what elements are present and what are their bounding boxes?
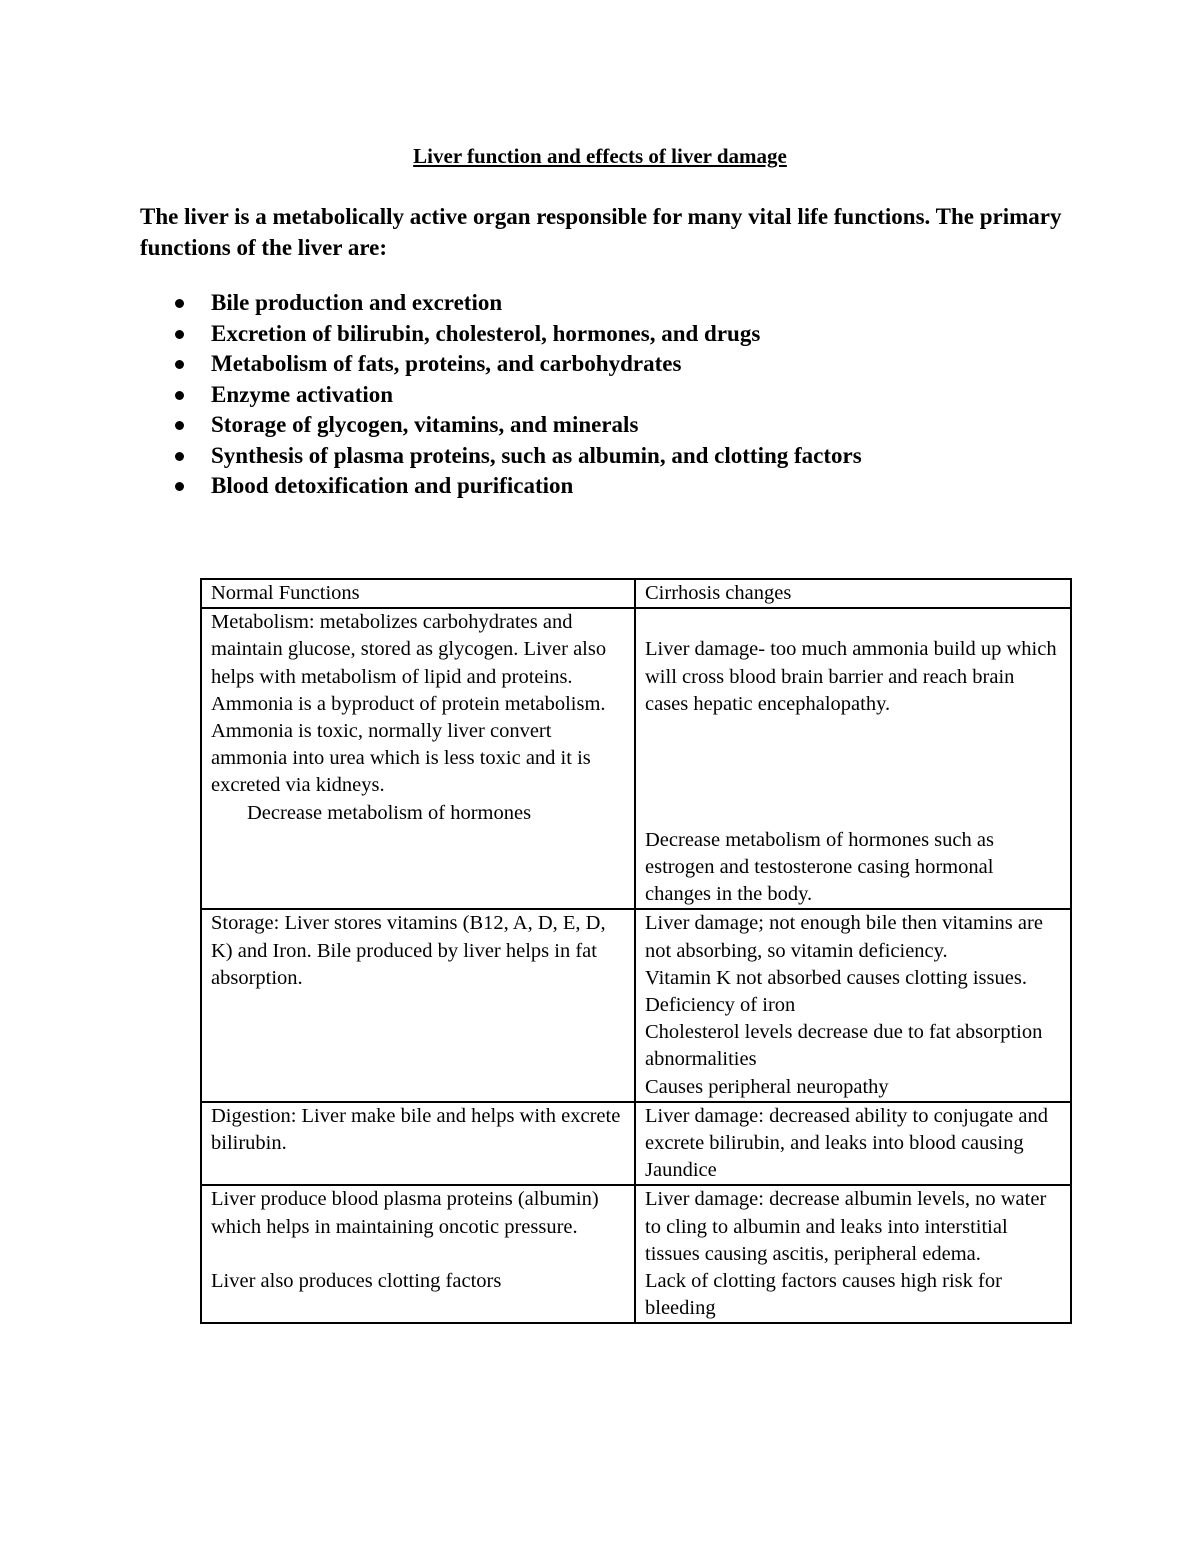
cell-text: Cholesterol levels decrease due to fat absorption abnormalities bbox=[645, 1021, 1043, 1071]
list-item: Metabolism of fats, proteins, and carbohydrates bbox=[140, 349, 862, 380]
cell-text: Lack of clotting factors causes high risk for bleeding bbox=[645, 1270, 1002, 1320]
table-cell bbox=[635, 1102, 1071, 1186]
cell-text: Ammonia is a byproduct of protein metabolism. Ammonia is toxic, normally liver convert ammonia into urea which is less toxic and it is excreted via kidneys. bbox=[211, 692, 606, 797]
table-cell bbox=[635, 608, 1071, 909]
cell-text: Liver also produces clotting factors bbox=[211, 1269, 502, 1292]
table-cell bbox=[201, 608, 635, 909]
cell-text: Liver damage; not enough bile then vitamins are not absorbing, so vitamin deficiency. bbox=[645, 912, 1043, 962]
table-cell bbox=[201, 1102, 635, 1186]
list-item: Excretion of bilirubin, cholesterol, hormones, and drugs bbox=[140, 319, 862, 350]
table-row bbox=[201, 909, 1071, 1101]
comparison-table bbox=[200, 578, 1072, 1324]
table-cell bbox=[201, 909, 635, 1101]
cell-text: Liver damage: decrease albumin levels, no water to cling to albumin and leaks into interstitial tissues causing ascitis, peripheral edema. bbox=[645, 1188, 1047, 1265]
cell-text: Storage: Liver stores vitamins (B12, A, D, E, D, K) and Iron. Bile produced by liver helps in fat absorption. bbox=[211, 912, 606, 989]
list-item: Bile production and excretion bbox=[140, 288, 862, 319]
header-normal-functions: Normal Functions bbox=[201, 579, 635, 608]
list-item: Synthesis of plasma proteins, such as albumin, and clotting factors bbox=[140, 441, 862, 472]
list-item: Blood detoxification and purification bbox=[140, 471, 862, 502]
bullet-icon bbox=[175, 482, 184, 491]
table-row bbox=[201, 608, 1071, 909]
cell-text: Digestion: Liver make bile and helps with excrete bilirubin. bbox=[211, 1104, 621, 1154]
cell-text: Liver produce blood plasma proteins (albumin) which helps in maintaining oncotic pressure. bbox=[211, 1188, 599, 1238]
cell-text: Decrease metabolism of hormones such as estrogen and testosterone casing hormonal changes in the body. bbox=[645, 828, 994, 906]
table-header-row bbox=[201, 579, 1071, 608]
cell-text: Liver damage: decreased ability to conjugate and excrete bilirubin, and leaks into blood causing Jaundice bbox=[645, 1104, 1048, 1182]
liver-functions-list bbox=[140, 288, 862, 502]
bullet-icon bbox=[175, 299, 184, 308]
header-cirrhosis-changes: Cirrhosis changes bbox=[635, 579, 1071, 608]
list-item: Enzyme activation bbox=[140, 380, 862, 411]
table-cell bbox=[635, 909, 1071, 1101]
cell-text: Causes peripheral neuropathy bbox=[645, 1075, 889, 1098]
cell-text: Decrease metabolism of hormones bbox=[247, 801, 532, 824]
intro-paragraph: The liver is a metabolically active organ responsible for many vital life functions. The primary functions of the liver are: bbox=[140, 204, 1062, 260]
page-title: Liver function and effects of liver damage bbox=[413, 144, 787, 168]
bullet-icon bbox=[175, 360, 184, 369]
bullet-icon bbox=[175, 452, 184, 461]
cell-text: Vitamin K not absorbed causes clotting issues. bbox=[645, 966, 1027, 989]
cell-text: Liver damage- too much ammonia build up which will cross blood brain barrier and reach brain cases hepatic encephalopathy. bbox=[645, 638, 1057, 715]
bullet-icon bbox=[175, 330, 184, 339]
bullet-icon bbox=[175, 421, 184, 430]
bullet-icon bbox=[175, 391, 184, 400]
table-row bbox=[201, 1185, 1071, 1323]
cell-text: Deficiency of iron bbox=[645, 993, 796, 1016]
table-cell bbox=[201, 1185, 635, 1323]
list-item: Storage of glycogen, vitamins, and minerals bbox=[140, 410, 862, 441]
table-cell bbox=[635, 1185, 1071, 1323]
table-row bbox=[201, 1102, 1071, 1186]
cell-text: Metabolism: metabolizes carbohydrates and maintain glucose, stored as glycogen. Liver also helps with metabolism of lipid and proteins. bbox=[211, 611, 607, 688]
